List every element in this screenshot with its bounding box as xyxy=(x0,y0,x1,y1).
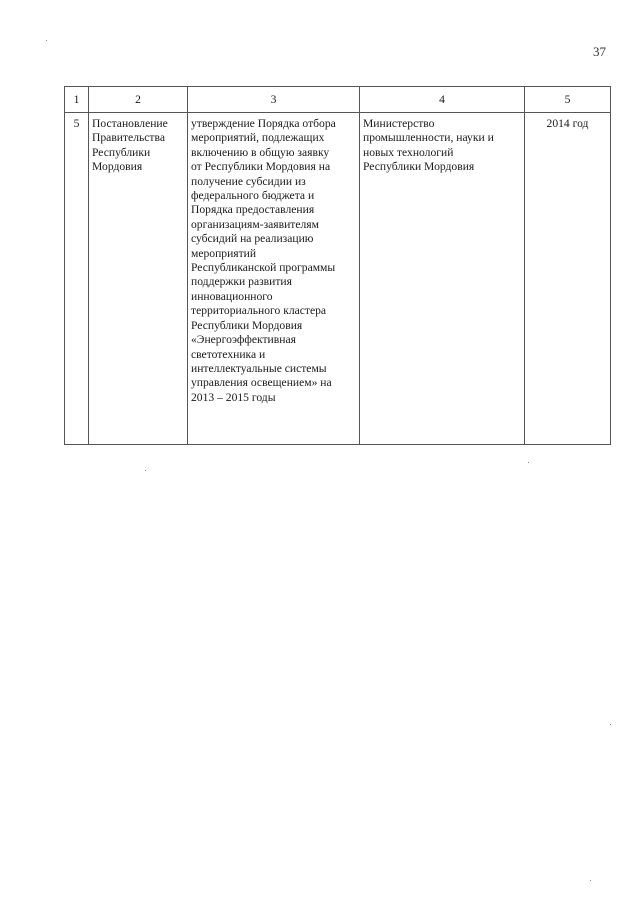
subject-cell: утверждение Порядка отбора мероприятий, подлежащих включению в общую заявку от Республики Мордовия на получение субсидии из федерального бюджета и Порядка предоставления организациям-заявителям субсидий на реализацию мероприятий Республиканской программы поддержки развития инновационного территориального кластера Республики Мордовия «Энергоэффективная светотехника и интеллектуальные системы управления освещением» на 2013 – 2015 годы xyxy=(188,113,360,445)
row-number-cell: 5 xyxy=(65,113,89,445)
scan-speck xyxy=(145,470,146,471)
deadline-cell: 2014 год xyxy=(525,113,611,445)
scan-speck xyxy=(590,880,591,881)
document-type-cell: Постановление Правительства Республики Мордовия xyxy=(89,113,188,445)
column-header-4: 4 xyxy=(360,87,525,113)
scan-speck xyxy=(610,724,611,725)
scan-speck xyxy=(528,462,529,463)
document-table xyxy=(64,86,611,445)
responsible-cell: Министерство промышленности, науки и новых технологий Республики Мордовия xyxy=(360,113,525,445)
column-header-3: 3 xyxy=(188,87,360,113)
scan-speck xyxy=(46,40,47,41)
table-header-row xyxy=(65,87,611,113)
column-header-5: 5 xyxy=(525,87,611,113)
table-row xyxy=(65,113,611,445)
column-header-2: 2 xyxy=(89,87,188,113)
page-number: 37 xyxy=(593,44,606,59)
column-header-1: 1 xyxy=(65,87,89,113)
